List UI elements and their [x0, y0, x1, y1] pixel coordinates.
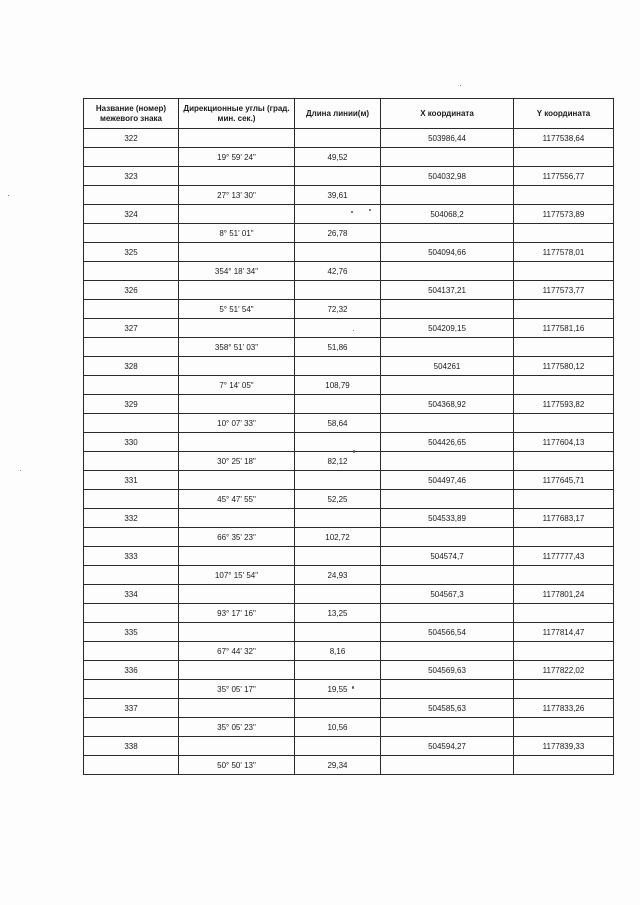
line-length-cell: 8,16 — [295, 642, 381, 661]
direction-angle-cell — [179, 699, 295, 718]
marker-name-cell: 330 — [84, 433, 179, 452]
line-length-cell: 82,12 — [295, 452, 381, 471]
marker-name-cell: 328 — [84, 357, 179, 376]
marker-name-cell — [84, 148, 179, 167]
table-row — [84, 509, 614, 528]
direction-angle-cell — [179, 281, 295, 300]
x-coordinate-cell — [381, 186, 514, 205]
y-coordinate-cell — [514, 148, 614, 167]
y-coordinate-cell: 1177581,16 — [514, 319, 614, 338]
direction-angle-cell — [179, 243, 295, 262]
y-coordinate-cell: 1177683,17 — [514, 509, 614, 528]
direction-angle-cell: 45° 47' 55" — [179, 490, 295, 509]
table-row — [84, 699, 614, 718]
table-row — [84, 718, 614, 737]
direction-angle-cell — [179, 433, 295, 452]
y-coordinate-cell: 1177801,24 — [514, 585, 614, 604]
direction-angle-cell — [179, 167, 295, 186]
direction-angle-cell: 19° 59' 24" — [179, 148, 295, 167]
marker-name-cell — [84, 718, 179, 737]
marker-name-cell: 331 — [84, 471, 179, 490]
table-row — [84, 338, 614, 357]
direction-angle-cell — [179, 547, 295, 566]
y-coordinate-cell — [514, 604, 614, 623]
table-row — [84, 224, 614, 243]
scan-speck — [353, 330, 354, 331]
marker-name-cell: 323 — [84, 167, 179, 186]
line-length-cell: 10,56 — [295, 718, 381, 737]
direction-angle-cell: 35° 05' 23" — [179, 718, 295, 737]
line-length-cell: 26,78 — [295, 224, 381, 243]
table-row — [84, 167, 614, 186]
marker-name-cell — [84, 186, 179, 205]
x-coordinate-cell: 504209,15 — [381, 319, 514, 338]
y-coordinate-cell: 1177593,82 — [514, 395, 614, 414]
direction-angle-cell: 5° 51' 54" — [179, 300, 295, 319]
y-coordinate-cell — [514, 756, 614, 775]
y-coordinate-cell: 1177604,13 — [514, 433, 614, 452]
marker-name-cell — [84, 490, 179, 509]
table-row — [84, 756, 614, 775]
table-row — [84, 376, 614, 395]
direction-angle-cell — [179, 737, 295, 756]
line-length-cell: 72,32 — [295, 300, 381, 319]
table-row — [84, 642, 614, 661]
table-row — [84, 471, 614, 490]
marker-name-cell: 332 — [84, 509, 179, 528]
x-coordinate-cell: 504261 — [381, 357, 514, 376]
x-coordinate-cell — [381, 414, 514, 433]
table-row — [84, 395, 614, 414]
y-coordinate-cell: 1177645,71 — [514, 471, 614, 490]
scan-speck — [460, 85, 461, 86]
y-coordinate-cell — [514, 300, 614, 319]
marker-name-cell — [84, 452, 179, 471]
line-length-cell: 42,76 — [295, 262, 381, 281]
y-coordinate-cell: 1177833,26 — [514, 699, 614, 718]
y-coordinate-cell: 1177822,02 — [514, 661, 614, 680]
x-coordinate-cell — [381, 452, 514, 471]
x-coordinate-cell — [381, 490, 514, 509]
x-coordinate-cell — [381, 680, 514, 699]
direction-angle-cell: 10° 07' 33" — [179, 414, 295, 433]
direction-angle-cell: 8° 51' 01" — [179, 224, 295, 243]
direction-angle-cell — [179, 357, 295, 376]
x-coordinate-cell — [381, 338, 514, 357]
line-length-cell: 39,61 — [295, 186, 381, 205]
header-line-length: Длина линии(м) — [295, 99, 381, 129]
line-length-cell — [295, 737, 381, 756]
marker-name-cell — [84, 566, 179, 585]
marker-name-cell: 324 — [84, 205, 179, 224]
line-length-cell — [295, 623, 381, 642]
marker-name-cell: 335 — [84, 623, 179, 642]
x-coordinate-cell — [381, 376, 514, 395]
x-coordinate-cell — [381, 300, 514, 319]
direction-angle-cell: 50° 50' 13" — [179, 756, 295, 775]
direction-angle-cell — [179, 319, 295, 338]
direction-angle-cell: 93° 17' 16" — [179, 604, 295, 623]
scan-speck — [8, 195, 9, 196]
direction-angle-cell: 7° 14' 05" — [179, 376, 295, 395]
table-row — [84, 433, 614, 452]
table-row — [84, 547, 614, 566]
line-length-cell — [295, 243, 381, 262]
marker-name-cell: 326 — [84, 281, 179, 300]
x-coordinate-cell: 504497,46 — [381, 471, 514, 490]
table-row — [84, 604, 614, 623]
y-coordinate-cell: 1177538,64 — [514, 129, 614, 148]
x-coordinate-cell — [381, 528, 514, 547]
marker-name-cell — [84, 528, 179, 547]
marker-name-cell — [84, 604, 179, 623]
marker-name-cell: 327 — [84, 319, 179, 338]
line-length-cell — [295, 661, 381, 680]
table-row — [84, 661, 614, 680]
line-length-cell: 13,25 — [295, 604, 381, 623]
marker-name-cell: 329 — [84, 395, 179, 414]
table-row — [84, 319, 614, 338]
line-length-cell: 108,79 — [295, 376, 381, 395]
table-row — [84, 490, 614, 509]
scan-speck — [352, 686, 354, 689]
line-length-cell — [295, 319, 381, 338]
x-coordinate-cell: 504137,21 — [381, 281, 514, 300]
y-coordinate-cell — [514, 452, 614, 471]
table-row — [84, 205, 614, 224]
direction-angle-cell — [179, 205, 295, 224]
marker-name-cell — [84, 376, 179, 395]
table-row — [84, 148, 614, 167]
direction-angle-cell — [179, 395, 295, 414]
x-coordinate-cell — [381, 642, 514, 661]
line-length-cell — [295, 509, 381, 528]
direction-angle-cell — [179, 661, 295, 680]
x-coordinate-cell — [381, 262, 514, 281]
table-row — [84, 414, 614, 433]
line-length-cell: 102,72 — [295, 528, 381, 547]
table-row — [84, 585, 614, 604]
x-coordinate-cell: 504094,66 — [381, 243, 514, 262]
line-length-cell — [295, 547, 381, 566]
x-coordinate-cell: 504569,63 — [381, 661, 514, 680]
y-coordinate-cell — [514, 186, 614, 205]
line-length-cell — [295, 205, 381, 224]
line-length-cell — [295, 699, 381, 718]
y-coordinate-cell — [514, 376, 614, 395]
boundary-coordinates-table — [83, 98, 614, 775]
y-coordinate-cell — [514, 224, 614, 243]
line-length-cell: 24,93 — [295, 566, 381, 585]
y-coordinate-cell — [514, 718, 614, 737]
table-row — [84, 281, 614, 300]
y-coordinate-cell: 1177573,89 — [514, 205, 614, 224]
x-coordinate-cell: 504068,2 — [381, 205, 514, 224]
x-coordinate-cell — [381, 718, 514, 737]
table-row — [84, 262, 614, 281]
line-length-cell: 51,86 — [295, 338, 381, 357]
x-coordinate-cell — [381, 604, 514, 623]
marker-name-cell — [84, 338, 179, 357]
marker-name-cell: 333 — [84, 547, 179, 566]
marker-name-cell: 334 — [84, 585, 179, 604]
line-length-cell: 52,25 — [295, 490, 381, 509]
marker-name-cell — [84, 680, 179, 699]
marker-name-cell: 325 — [84, 243, 179, 262]
y-coordinate-cell: 1177578,01 — [514, 243, 614, 262]
marker-name-cell: 336 — [84, 661, 179, 680]
y-coordinate-cell — [514, 262, 614, 281]
x-coordinate-cell — [381, 224, 514, 243]
header-direction-angle: Дирекционные углы (град. мин. сек.) — [179, 99, 295, 129]
table-body — [84, 129, 614, 775]
scan-speck — [20, 470, 21, 471]
y-coordinate-cell — [514, 680, 614, 699]
table-row — [84, 452, 614, 471]
line-length-cell: 49,52 — [295, 148, 381, 167]
scan-speck — [369, 209, 371, 211]
direction-angle-cell: 358° 51' 03" — [179, 338, 295, 357]
y-coordinate-cell: 1177573,77 — [514, 281, 614, 300]
header-x-coordinate: X координата — [381, 99, 514, 129]
marker-name-cell — [84, 756, 179, 775]
line-length-cell: 29,34 — [295, 756, 381, 775]
y-coordinate-cell: 1177777,43 — [514, 547, 614, 566]
table-row — [84, 129, 614, 148]
line-length-cell — [295, 471, 381, 490]
x-coordinate-cell: 504594,27 — [381, 737, 514, 756]
marker-name-cell — [84, 642, 179, 661]
marker-name-cell: 337 — [84, 699, 179, 718]
x-coordinate-cell — [381, 566, 514, 585]
direction-angle-cell: 35° 05' 17" — [179, 680, 295, 699]
y-coordinate-cell: 1177839,33 — [514, 737, 614, 756]
y-coordinate-cell: 1177556,77 — [514, 167, 614, 186]
y-coordinate-cell — [514, 642, 614, 661]
line-length-cell: 58,64 — [295, 414, 381, 433]
direction-angle-cell — [179, 509, 295, 528]
marker-name-cell — [84, 224, 179, 243]
direction-angle-cell: 27° 13' 30" — [179, 186, 295, 205]
direction-angle-cell — [179, 471, 295, 490]
x-coordinate-cell — [381, 756, 514, 775]
scan-speck — [353, 450, 355, 453]
x-coordinate-cell: 504032,98 — [381, 167, 514, 186]
table-row — [84, 680, 614, 699]
direction-angle-cell — [179, 129, 295, 148]
table-row — [84, 737, 614, 756]
direction-angle-cell — [179, 585, 295, 604]
x-coordinate-cell: 503986,44 — [381, 129, 514, 148]
line-length-cell — [295, 585, 381, 604]
table-row — [84, 528, 614, 547]
x-coordinate-cell: 504566,54 — [381, 623, 514, 642]
marker-name-cell — [84, 414, 179, 433]
x-coordinate-cell — [381, 148, 514, 167]
x-coordinate-cell: 504426,65 — [381, 433, 514, 452]
y-coordinate-cell — [514, 490, 614, 509]
direction-angle-cell — [179, 623, 295, 642]
table-row — [84, 300, 614, 319]
header-y-coordinate: Y координата — [514, 99, 614, 129]
line-length-cell — [295, 433, 381, 452]
x-coordinate-cell: 504567,3 — [381, 585, 514, 604]
line-length-cell — [295, 281, 381, 300]
marker-name-cell — [84, 300, 179, 319]
table-row — [84, 623, 614, 642]
direction-angle-cell: 66° 35' 23" — [179, 528, 295, 547]
y-coordinate-cell — [514, 338, 614, 357]
header-marker-name: Название (номер) межевого знака — [84, 99, 179, 129]
scan-speck — [351, 211, 353, 213]
y-coordinate-cell: 1177814,47 — [514, 623, 614, 642]
direction-angle-cell: 67° 44' 32" — [179, 642, 295, 661]
x-coordinate-cell: 504574,7 — [381, 547, 514, 566]
table-row — [84, 357, 614, 376]
line-length-cell: 19,55 — [295, 680, 381, 699]
direction-angle-cell: 30° 25' 18" — [179, 452, 295, 471]
table-row — [84, 566, 614, 585]
line-length-cell — [295, 395, 381, 414]
line-length-cell — [295, 357, 381, 376]
x-coordinate-cell: 504368,92 — [381, 395, 514, 414]
direction-angle-cell: 107° 15' 54" — [179, 566, 295, 585]
y-coordinate-cell — [514, 566, 614, 585]
line-length-cell — [295, 129, 381, 148]
table-row — [84, 243, 614, 262]
x-coordinate-cell: 504585,63 — [381, 699, 514, 718]
x-coordinate-cell: 504533,89 — [381, 509, 514, 528]
y-coordinate-cell — [514, 528, 614, 547]
y-coordinate-cell: 1177580,12 — [514, 357, 614, 376]
y-coordinate-cell — [514, 414, 614, 433]
table-header-row — [84, 99, 614, 129]
table-row — [84, 186, 614, 205]
direction-angle-cell: 354° 18' 34" — [179, 262, 295, 281]
marker-name-cell: 322 — [84, 129, 179, 148]
marker-name-cell — [84, 262, 179, 281]
marker-name-cell: 338 — [84, 737, 179, 756]
line-length-cell — [295, 167, 381, 186]
